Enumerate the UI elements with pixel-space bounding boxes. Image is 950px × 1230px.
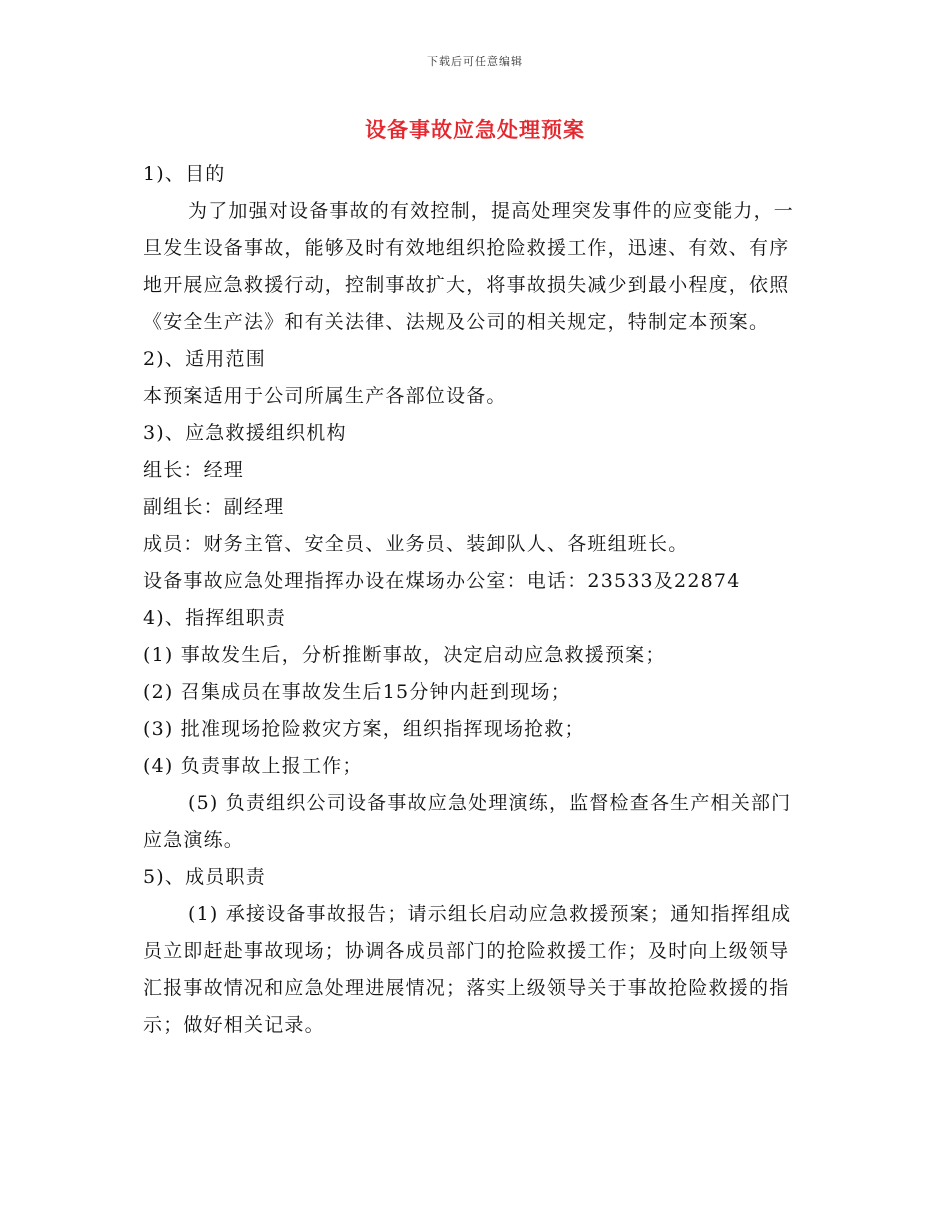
- command-duty-1: (1) 事故发生后，分析推断事故，决定启动应急救援预案；: [143, 644, 666, 666]
- section-heading-command-duties: 4)、指挥组职责: [143, 607, 287, 629]
- section-heading-scope: 2)、适用范围: [143, 348, 266, 370]
- org-members: 成员：财务主管、安全员、业务员、装卸队人、各班组班长。: [143, 533, 689, 555]
- document-body: [143, 156, 808, 1044]
- org-deputy: 副组长：副经理: [143, 496, 285, 518]
- section-heading-purpose: 1)、目的: [143, 163, 226, 185]
- document-title: 设备事故应急处理预案: [365, 117, 585, 142]
- paragraph-purpose: 为了加强对设备事故的有效控制，提高处理突发事件的应变能力，一旦发生设备事故，能够及时有效地组织抢险救援工作，迅速、有效、有序地开展应急救援行动，控制事故扩大，将事故损失减少到最小程度，依照《安全生产法》和有关法律、法规及公司的相关规定，特制定本预案。: [143, 200, 795, 333]
- command-duty-2: (2) 召集成员在事故发生后15分钟内赶到现场；: [143, 681, 571, 703]
- header-note: 下载后可任意编辑: [427, 55, 523, 68]
- command-duty-3: (3) 批准现场抢险救灾方案，组织指挥现场抢救；: [143, 718, 585, 740]
- command-duty-4: (4) 负责事故上报工作；: [143, 755, 363, 777]
- org-leader: 组长：经理: [143, 459, 245, 481]
- org-office: 设备事故应急处理指挥办设在煤场办公室：电话：23533及22874: [143, 570, 741, 592]
- command-duty-5: (5) 负责组织公司设备事故应急处理演练，监督检查各生产相关部门应急演练。: [143, 792, 792, 851]
- paragraph-scope: 本预案适用于公司所属生产各部位设备。: [143, 385, 507, 407]
- section-heading-organization: 3)、应急救援组织机构: [143, 422, 347, 444]
- section-heading-member-duties: 5)、成员职责: [143, 866, 266, 888]
- member-duty-1: (1) 承接设备事故报告；请示组长启动应急救援预案；通知指挥组成员立即赶赴事故现场；协调各成员部门的抢险救援工作；及时向上级领导汇报事故情况和应急处理进展情况；落实上级领导关于事故抢险救援的指示；做好相关记录。: [143, 903, 792, 1036]
